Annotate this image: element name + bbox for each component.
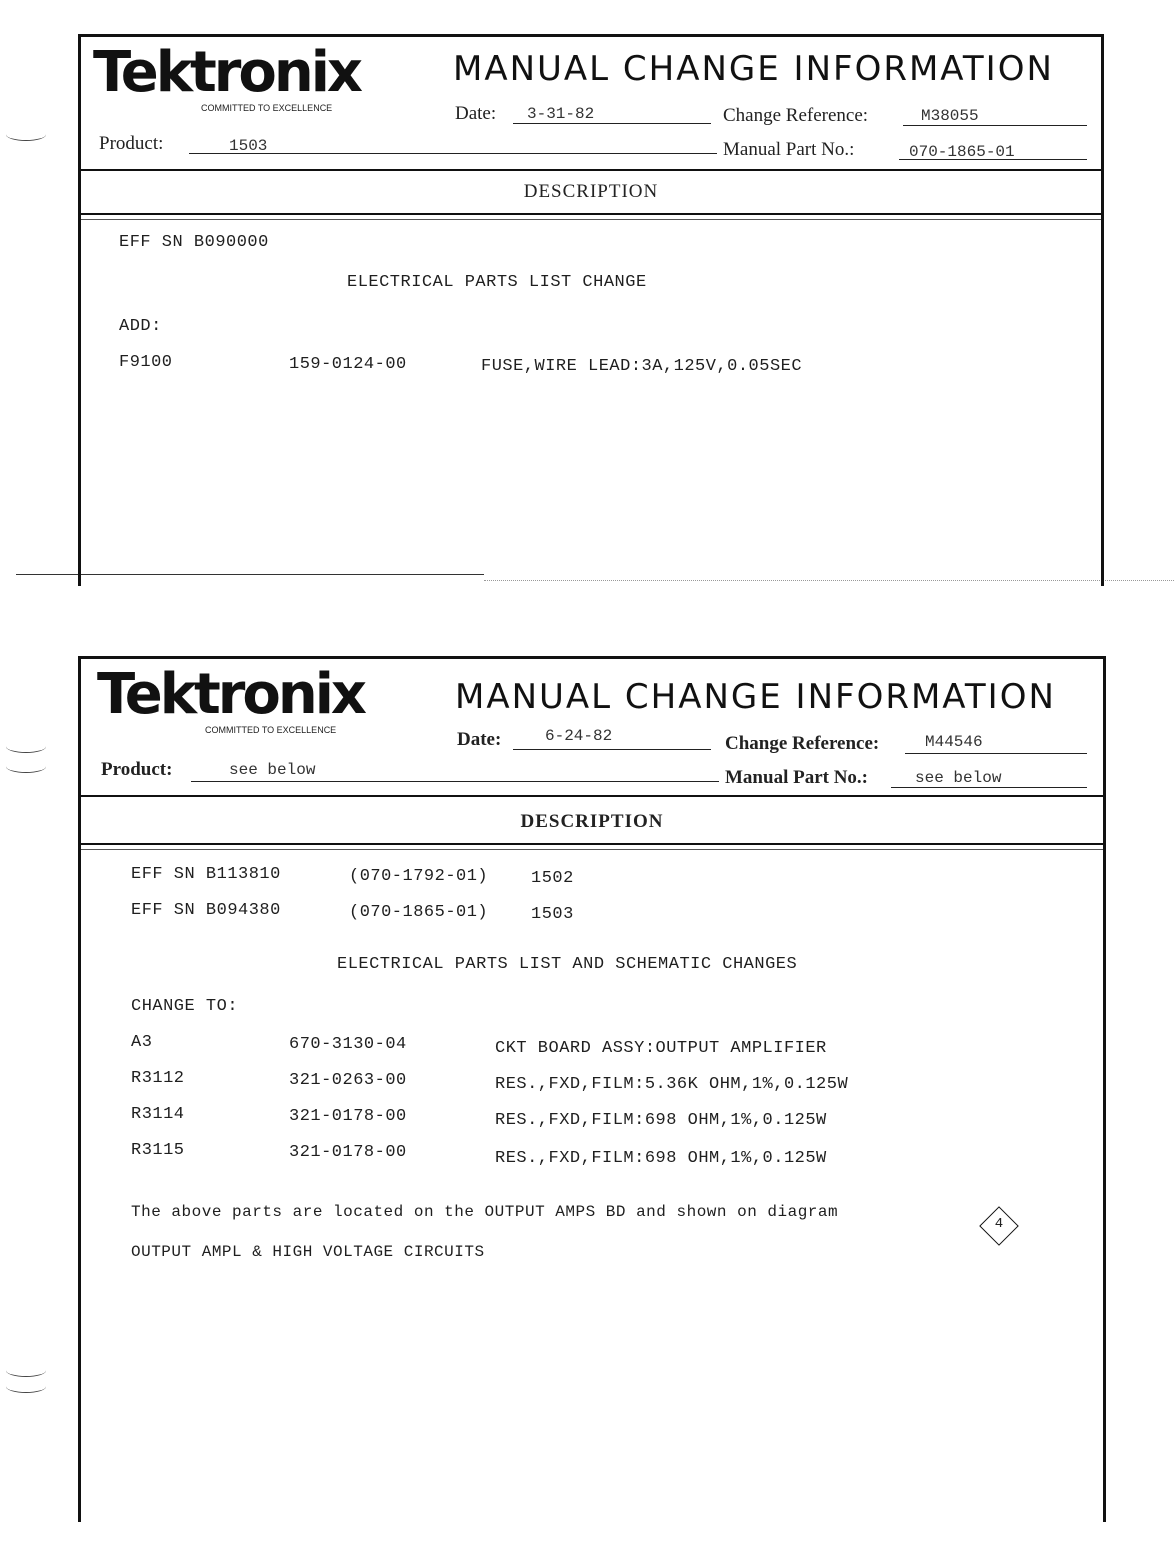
tektronix-logo: Tektronix bbox=[97, 662, 365, 727]
location-note: The above parts are located on the OUTPUT AMPS BD and shown on diagram bbox=[131, 1203, 839, 1221]
part-ref: R3114 bbox=[131, 1105, 185, 1124]
part-description: CKT BOARD ASSY:OUTPUT AMPLIFIER bbox=[495, 1039, 827, 1058]
manual-part-value: see below bbox=[915, 769, 1002, 787]
description-rule-thin bbox=[81, 219, 1101, 220]
binder-hole-mark bbox=[6, 740, 46, 753]
eff-serial-number: EFF SN B090000 bbox=[119, 233, 269, 252]
diagram-title: OUTPUT AMPL & HIGH VOLTAGE CIRCUITS bbox=[131, 1243, 485, 1261]
eff-model: 1502 bbox=[531, 869, 574, 888]
eff-serial-number: EFF SN B113810 bbox=[131, 865, 281, 884]
product-label: Product: bbox=[99, 133, 164, 154]
product-line bbox=[191, 781, 719, 782]
product-label: Product: bbox=[101, 759, 173, 780]
date-label: Date: bbox=[457, 729, 502, 750]
date-label: Date: bbox=[455, 103, 497, 124]
change-reference-value: M38055 bbox=[921, 107, 979, 125]
eff-manual-number: (070-1792-01) bbox=[349, 867, 489, 886]
part-ref: R3112 bbox=[131, 1069, 185, 1088]
logo-tagline: COMMITTED TO EXCELLENCE bbox=[205, 725, 337, 735]
part-description: RES.,FXD,FILM:5.36K OHM,1%,0.125W bbox=[495, 1075, 849, 1094]
binder-hole-mark bbox=[6, 1364, 46, 1377]
logo-tagline: COMMITTED TO EXCELLENCE bbox=[201, 103, 333, 113]
description-rule bbox=[81, 213, 1101, 215]
part-description: RES.,FXD,FILM:698 OHM,1%,0.125W bbox=[495, 1149, 827, 1168]
change-subtitle: ELECTRICAL PARTS LIST AND SCHEMATIC CHANGES bbox=[337, 955, 798, 974]
date-line bbox=[513, 123, 711, 124]
eff-model: 1503 bbox=[531, 905, 574, 924]
part-ref: A3 bbox=[131, 1033, 153, 1052]
tektronix-logo: Tektronix bbox=[93, 40, 361, 105]
card-heading: MANUAL CHANGE INFORMATION bbox=[453, 49, 1054, 89]
description-label: DESCRIPTION bbox=[520, 811, 664, 832]
eff-serial-number: EFF SN B094380 bbox=[131, 901, 281, 920]
product-value: 1503 bbox=[229, 137, 268, 155]
manual-part-label: Manual Part No.: bbox=[723, 139, 855, 160]
part-number: 321-0263-00 bbox=[289, 1071, 407, 1090]
manual-part-value: 070-1865-01 bbox=[909, 143, 1015, 161]
description-label: DESCRIPTION bbox=[523, 181, 659, 202]
part-ref: R3115 bbox=[131, 1141, 185, 1160]
manual-part-label: Manual Part No.: bbox=[725, 767, 869, 788]
change-action: CHANGE TO: bbox=[131, 997, 239, 1016]
date-line bbox=[513, 749, 711, 750]
card-heading: MANUAL CHANGE INFORMATION bbox=[455, 677, 1056, 717]
binder-hole-mark bbox=[6, 128, 46, 141]
product-line bbox=[189, 153, 717, 154]
manual-change-card-2 bbox=[78, 656, 1106, 1522]
product-value: see below bbox=[229, 761, 316, 779]
part-description: RES.,FXD,FILM:698 OHM,1%,0.125W bbox=[495, 1111, 827, 1130]
header-rule bbox=[81, 795, 1103, 797]
diagram-number: 4 bbox=[994, 1216, 1004, 1232]
part-number: 321-0178-00 bbox=[289, 1143, 407, 1162]
header-rule bbox=[81, 169, 1101, 171]
part-ref: F9100 bbox=[119, 353, 173, 372]
part-description: FUSE,WIRE LEAD:3A,125V,0.05SEC bbox=[481, 357, 803, 376]
manual-part-line bbox=[891, 787, 1087, 788]
description-rule-thin bbox=[81, 849, 1103, 850]
change-reference-label: Change Reference: bbox=[725, 733, 880, 754]
binder-hole-mark bbox=[6, 760, 46, 773]
description-rule bbox=[81, 843, 1103, 845]
change-subtitle: ELECTRICAL PARTS LIST CHANGE bbox=[347, 273, 647, 292]
date-value: 6-24-82 bbox=[545, 727, 613, 745]
part-number: 670-3130-04 bbox=[289, 1035, 407, 1054]
binder-hole-mark bbox=[6, 1380, 46, 1393]
change-reference-line bbox=[903, 125, 1087, 126]
part-number: 159-0124-00 bbox=[289, 355, 407, 374]
change-reference-line bbox=[905, 753, 1087, 754]
part-number: 321-0178-00 bbox=[289, 1107, 407, 1126]
eff-manual-number: (070-1865-01) bbox=[349, 903, 489, 922]
change-reference-value: M44546 bbox=[925, 733, 983, 751]
change-reference-label: Change Reference: bbox=[723, 105, 869, 126]
change-action: ADD: bbox=[119, 317, 162, 336]
date-value: 3-31-82 bbox=[527, 105, 595, 123]
manual-change-card-1 bbox=[78, 34, 1104, 586]
